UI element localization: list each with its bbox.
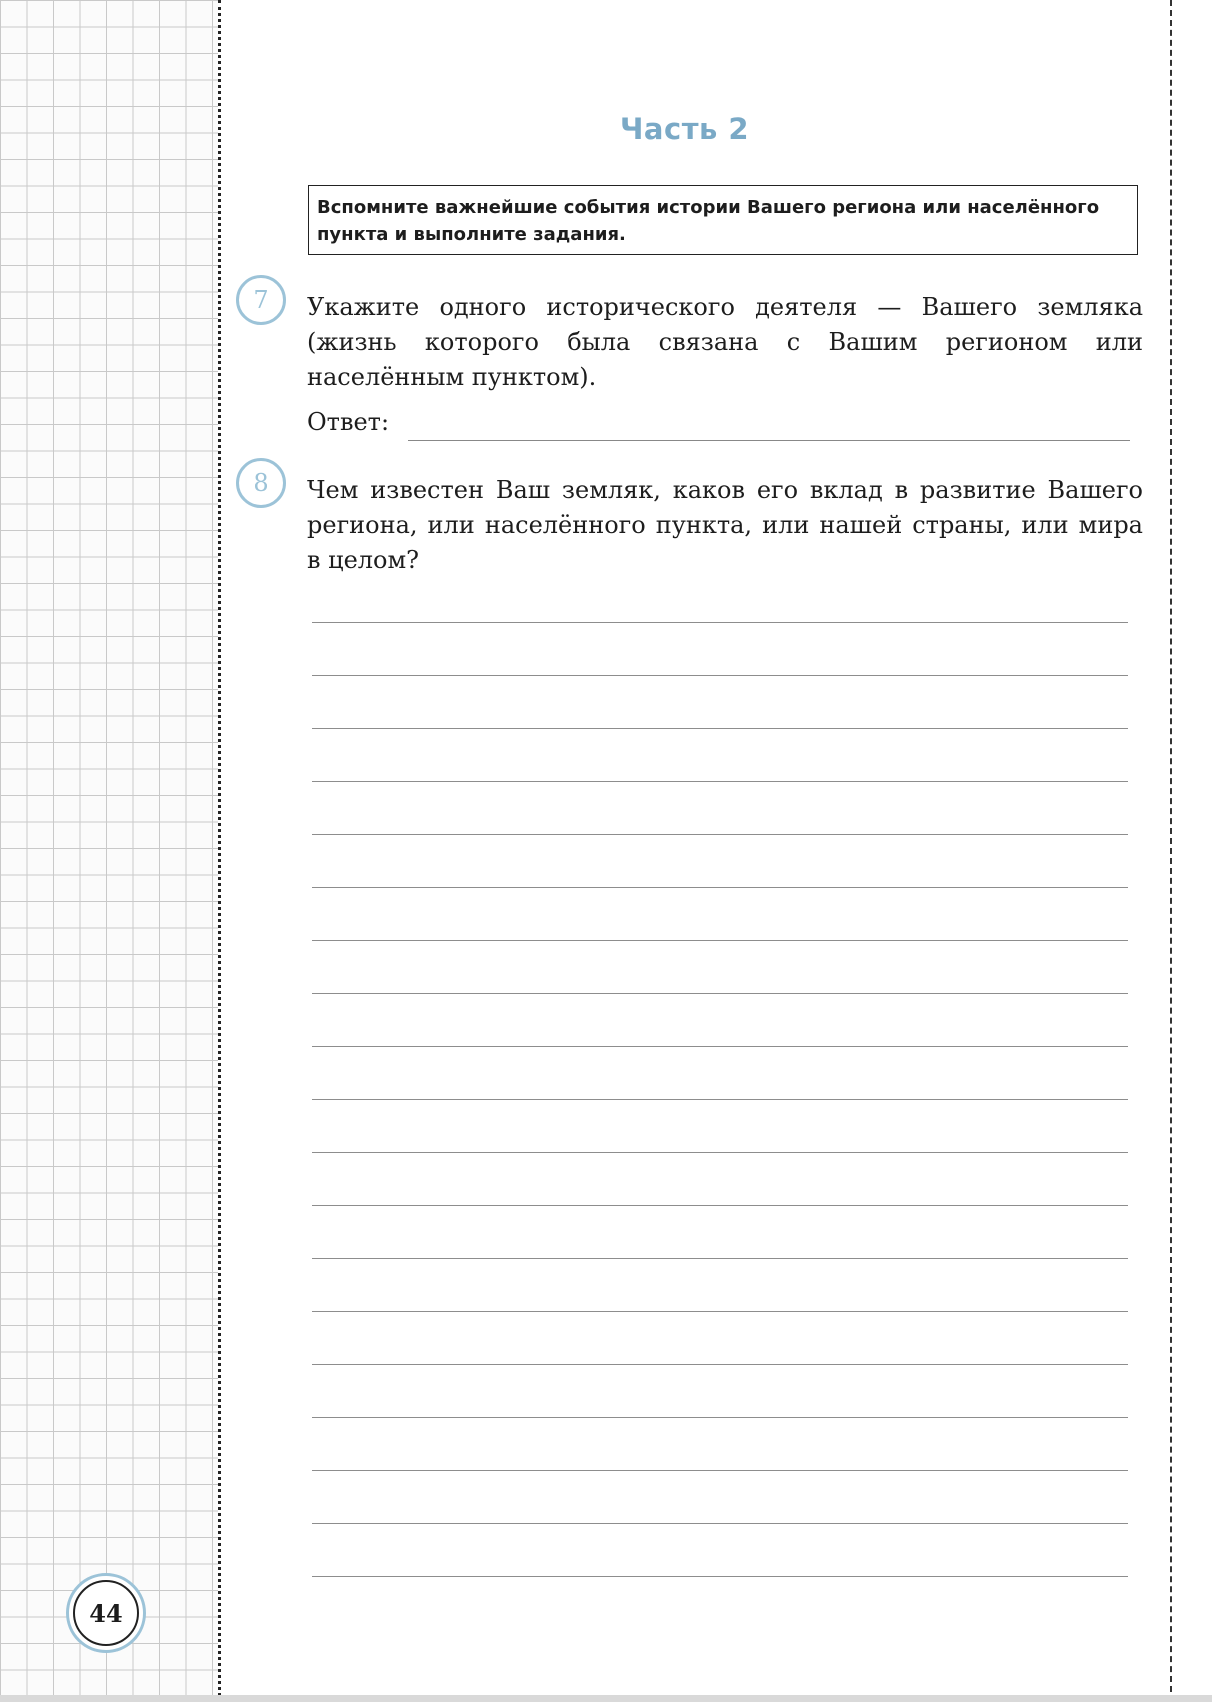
question-8 — [307, 473, 1143, 578]
answer-writing-line[interactable] — [312, 1417, 1128, 1418]
question-number: 7 — [253, 286, 269, 314]
instruction-text: Вспомните важнейшие события истории Вашего региона или населённого пункта и выполните задания. — [317, 197, 1100, 245]
cut-line — [218, 0, 221, 1702]
answer-field[interactable] — [408, 440, 1130, 441]
answer-writing-line[interactable] — [312, 675, 1128, 676]
answer-writing-line[interactable] — [312, 1576, 1128, 1577]
page-number: 44 — [89, 1598, 123, 1628]
page-number-badge — [66, 1573, 146, 1653]
question-number-badge — [236, 275, 286, 325]
answer-writing-line[interactable] — [312, 1099, 1128, 1100]
answer-writing-line[interactable] — [312, 781, 1128, 782]
answer-writing-line[interactable] — [312, 1470, 1128, 1471]
answer-writing-line[interactable] — [312, 1523, 1128, 1524]
answer-writing-line[interactable] — [312, 1152, 1128, 1153]
question-number-badge — [236, 458, 286, 508]
answer-writing-line[interactable] — [312, 993, 1128, 994]
grid-margin — [0, 0, 218, 1702]
answer-writing-line[interactable] — [312, 834, 1128, 835]
answer-writing-line[interactable] — [312, 1046, 1128, 1047]
answer-label: Ответ: — [307, 408, 390, 436]
question-7 — [307, 290, 1143, 395]
fold-line — [1170, 0, 1172, 1702]
answer-writing-line[interactable] — [312, 1258, 1128, 1259]
answer-writing-line[interactable] — [312, 1205, 1128, 1206]
answer-writing-line[interactable] — [312, 728, 1128, 729]
answer-writing-line[interactable] — [312, 1311, 1128, 1312]
answer-writing-line[interactable] — [312, 622, 1128, 623]
question-text: Укажите одного исторического деятеля — Вашего земляка (жизнь которого была связана с Вашим регионом или населённым пунктом). — [307, 293, 1143, 391]
answer-writing-line[interactable] — [312, 940, 1128, 941]
question-text: Чем известен Ваш земляк, каков его вклад в развитие Вашего региона, или населённого пункта, или нашей страны, или мира в целом? — [307, 476, 1143, 574]
answer-writing-line[interactable] — [312, 887, 1128, 888]
part-title: Часть 2 — [620, 112, 750, 146]
answer-writing-line[interactable] — [312, 1364, 1128, 1365]
page-edge — [0, 1695, 1212, 1702]
instruction-box — [308, 185, 1138, 255]
question-number: 8 — [253, 469, 269, 497]
